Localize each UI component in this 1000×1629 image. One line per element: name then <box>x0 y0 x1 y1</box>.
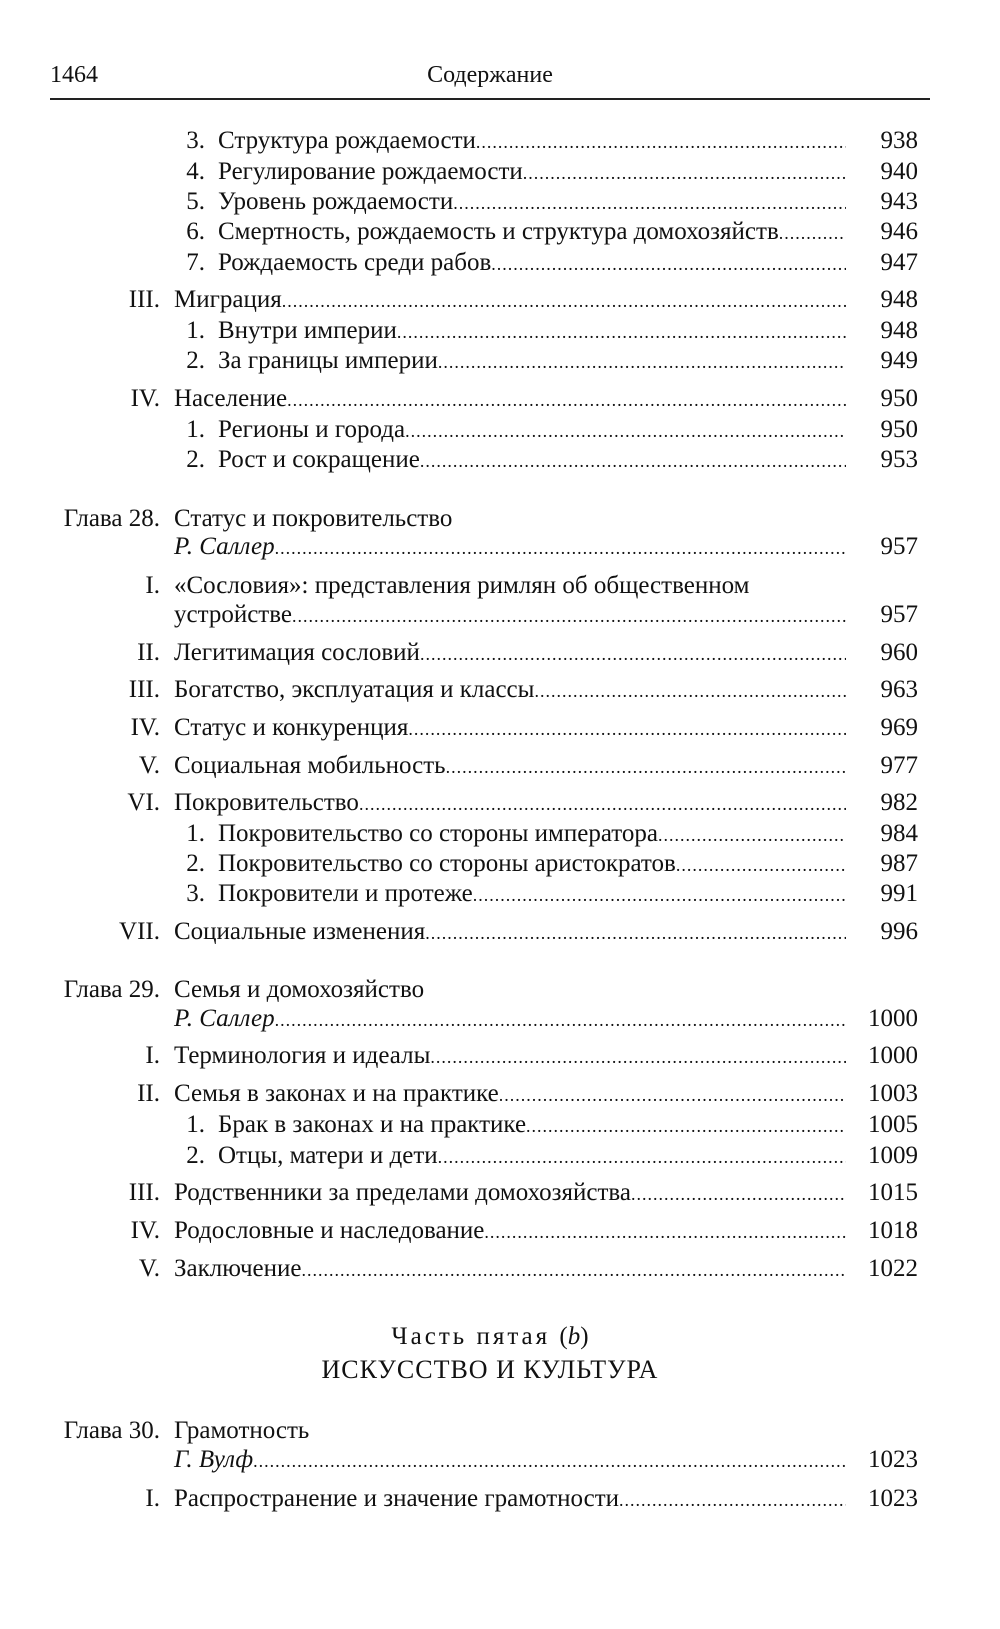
toc-entry <box>0 1482 918 1516</box>
toc-entry-page: 996 <box>880 918 918 945</box>
toc-entry-page: 1022 <box>868 1255 918 1282</box>
toc-entry-label: 7. <box>186 249 205 276</box>
toc-entry-label: III. <box>128 676 160 703</box>
toc-entry-label: 2. <box>186 347 205 374</box>
toc-entry <box>0 915 918 949</box>
part-subtitle-letter: b <box>567 1323 581 1350</box>
toc-entry-label: 2. <box>186 1142 205 1169</box>
toc-entry-label: VI. <box>127 789 160 816</box>
toc-entry-title: Терминология и идеалы <box>174 1042 431 1069</box>
toc-entry-page: 949 <box>880 347 918 374</box>
toc-entry <box>0 413 918 447</box>
toc-entry-label: 4. <box>186 158 205 185</box>
toc-entry-label: 1. <box>186 820 205 847</box>
toc-entry-page: 950 <box>880 416 918 443</box>
dot-leader <box>438 345 846 379</box>
toc-entry-title: Уровень рождаемости <box>218 188 454 215</box>
toc-entry <box>0 246 918 280</box>
toc-entry-page: 991 <box>880 880 918 907</box>
toc-entry-page: 957 <box>880 533 918 560</box>
toc-entry-label: 6. <box>186 218 205 245</box>
toc-entry-label: Глава 28. <box>63 505 160 532</box>
toc-entry-title: Распространение и значение грамотности <box>174 1485 620 1512</box>
dot-leader <box>484 1215 846 1249</box>
toc-entry-page: 946 <box>880 218 918 245</box>
toc-entry-page: 1009 <box>868 1142 918 1169</box>
toc-entry-page: 982 <box>880 789 918 816</box>
toc-entry-page: 1018 <box>868 1217 918 1244</box>
running-title: Содержание <box>427 62 553 88</box>
toc-entry-label: III. <box>128 286 160 313</box>
toc-entry <box>0 636 918 670</box>
toc-entry-label: 5. <box>186 188 205 215</box>
toc-entry <box>0 215 918 249</box>
dot-leader <box>534 674 846 708</box>
toc-entry-title: Заключение <box>174 1255 302 1282</box>
toc-entry-title: Рождаемость среди рабов <box>218 249 492 276</box>
toc-entry-title: Грамотность <box>174 1417 310 1444</box>
toc-entry-label: I. <box>145 572 160 599</box>
toc-entry <box>0 314 918 348</box>
toc-entry-page: 938 <box>880 127 918 154</box>
toc-entry-author: Г. Вулф <box>174 1446 254 1473</box>
dot-leader <box>779 216 846 250</box>
toc-entry-title: Покровительство со стороны императора <box>218 820 658 847</box>
toc-entry-title: «Сословия»: представления римлян об общественном <box>174 572 750 599</box>
toc-entry-title: Родословные и наследование <box>174 1217 485 1244</box>
toc-entry <box>0 344 918 378</box>
dot-leader <box>359 787 846 821</box>
toc-entry-title: Покровительство <box>174 789 359 816</box>
toc-entry-title: Социальная мобильность <box>174 752 446 779</box>
toc-entry-label: III. <box>128 1179 160 1206</box>
toc-entry <box>0 711 918 745</box>
dot-leader <box>275 1003 846 1037</box>
toc-entry-label: Глава 30. <box>63 1417 160 1444</box>
dot-leader <box>476 125 846 159</box>
toc-entry <box>0 185 918 219</box>
toc-entry <box>0 598 918 632</box>
toc-entry-page: 943 <box>880 188 918 215</box>
toc-entry <box>0 1252 918 1286</box>
dot-leader <box>275 531 846 565</box>
toc-entry-label: 3. <box>186 880 205 907</box>
toc-entry <box>0 1077 918 1111</box>
dot-leader <box>253 1444 846 1478</box>
toc-entry-page: 1005 <box>868 1111 918 1138</box>
toc-entry-label: 1. <box>186 1111 205 1138</box>
toc-entry-label: IV. <box>130 714 160 741</box>
toc-entry <box>0 1214 918 1248</box>
toc-entry-page: 960 <box>880 639 918 666</box>
toc-entry-title: Социальные изменения <box>174 918 426 945</box>
dot-leader <box>287 383 846 417</box>
toc-entry-title: Структура рождаемости <box>218 127 476 154</box>
toc-entry-page: 1015 <box>868 1179 918 1206</box>
dot-leader <box>430 1040 846 1074</box>
dot-leader <box>420 444 846 478</box>
toc-entry-label: I. <box>145 1042 160 1069</box>
toc-entry-page: 950 <box>880 385 918 412</box>
part-title: ИСКУССТВО И КУЛЬТУРА <box>321 1355 659 1384</box>
toc-entry-title: устройстве <box>174 601 292 628</box>
toc-entry-title: Брак в законах и на практике <box>218 1111 527 1138</box>
part-subtitle-text: Часть пятая <box>391 1323 551 1350</box>
dot-leader <box>302 1253 847 1287</box>
toc-entry-page: 953 <box>880 446 918 473</box>
toc-entry-label: V. <box>138 752 160 779</box>
toc-entry-title: Смертность, рождаемость и структура домохозяйств <box>218 218 779 245</box>
toc-entry-author: Р. Саллер <box>174 1005 275 1032</box>
dot-leader <box>526 1109 846 1143</box>
toc-entry-title: Статус и конкуренция <box>174 714 409 741</box>
toc-entry-page: 977 <box>880 752 918 779</box>
dot-leader <box>499 1078 846 1112</box>
toc-entry-page: 1023 <box>868 1446 918 1473</box>
dot-leader <box>438 1140 846 1174</box>
toc-entry <box>0 847 918 881</box>
dot-leader <box>473 878 846 912</box>
toc-entry-label: I. <box>145 1485 160 1512</box>
toc-entry-title: Семья и домохозяйство <box>174 976 425 1003</box>
toc-entry-page: 969 <box>880 714 918 741</box>
toc-entry <box>0 1108 918 1142</box>
toc-entry-title: Богатство, эксплуатация и классы <box>174 676 535 703</box>
toc-entry <box>0 155 918 189</box>
toc-entry-title: Миграция <box>174 286 282 313</box>
toc-entry-label: V. <box>138 1255 160 1282</box>
toc-entry-title: Отцы, матери и дети <box>218 1142 438 1169</box>
toc-entry-label: II. <box>137 1080 160 1107</box>
dot-leader <box>425 916 846 950</box>
toc-entry-title: Родственники за пределами домохозяйства <box>174 1179 632 1206</box>
toc-entry-title: Семья в законах и на практике <box>174 1080 499 1107</box>
toc-entry-title: Легитимация сословий <box>174 639 420 666</box>
toc-entry-author: Р. Саллер <box>174 533 275 560</box>
toc-entry-page: 987 <box>880 850 918 877</box>
toc-entry-title: Покровительство со стороны аристократов <box>218 850 676 877</box>
toc-entry-label: IV. <box>130 385 160 412</box>
dot-leader <box>631 1177 846 1211</box>
toc-entry-label: Глава 29. <box>63 976 160 1003</box>
toc-entry <box>0 1039 918 1073</box>
toc-entry <box>0 817 918 851</box>
toc-entry-label: IV. <box>130 1217 160 1244</box>
toc-entry <box>0 443 918 477</box>
toc-entry-page: 1000 <box>868 1005 918 1032</box>
toc-entry-page: 1000 <box>868 1042 918 1069</box>
toc-entry-label: 3. <box>186 127 205 154</box>
toc-entry-title: За границы империи <box>218 347 438 374</box>
toc-entry-page: 947 <box>880 249 918 276</box>
toc-entry-page: 963 <box>880 676 918 703</box>
toc-entry-page: 940 <box>880 158 918 185</box>
toc-entry-label: VII. <box>119 918 160 945</box>
toc-entry <box>0 1443 918 1477</box>
toc-entry-page: 984 <box>880 820 918 847</box>
dot-leader <box>619 1483 846 1517</box>
dot-leader <box>408 712 846 746</box>
dot-leader <box>491 247 846 281</box>
page-number: 1464 <box>50 62 98 88</box>
dot-leader <box>446 750 846 784</box>
toc-entry-page: 948 <box>880 286 918 313</box>
toc-entry-title: Статус и покровительство <box>174 505 453 532</box>
toc-entry-title: Регулирование рождаемости <box>218 158 523 185</box>
toc-entry-title: Внутри империи <box>218 317 397 344</box>
toc-entry <box>0 673 918 707</box>
toc-entry <box>0 1176 918 1210</box>
toc-entry-label: 1. <box>186 416 205 443</box>
toc-entry-label: 2. <box>186 446 205 473</box>
toc-entry <box>0 1002 918 1036</box>
toc-entry <box>0 1139 918 1173</box>
page-header <box>50 58 930 100</box>
toc-entry <box>0 877 918 911</box>
toc-entry-page: 1023 <box>868 1485 918 1512</box>
toc-entry <box>0 124 918 158</box>
toc-entry-page: 1003 <box>868 1080 918 1107</box>
toc-entry-label: 1. <box>186 317 205 344</box>
toc-entry <box>0 786 918 820</box>
toc-entry-label: 2. <box>186 850 205 877</box>
toc-entry <box>0 749 918 783</box>
toc-entry-title: Покровители и протеже <box>218 880 473 907</box>
dot-leader <box>420 637 846 671</box>
toc-entry-title: Регионы и города <box>218 416 406 443</box>
toc-entry <box>0 283 918 317</box>
toc-entry-label: II. <box>137 639 160 666</box>
toc-entry-page: 957 <box>880 601 918 628</box>
toc-entry-page: 948 <box>880 317 918 344</box>
part-subtitle: Часть пятая (b) <box>391 1323 589 1350</box>
toc-entry <box>0 530 918 564</box>
toc-entry <box>0 382 918 416</box>
toc-entry-title: Население <box>174 385 288 412</box>
dot-leader <box>282 284 846 318</box>
dot-leader <box>292 599 846 633</box>
toc-entry-title: Рост и сокращение <box>218 446 420 473</box>
